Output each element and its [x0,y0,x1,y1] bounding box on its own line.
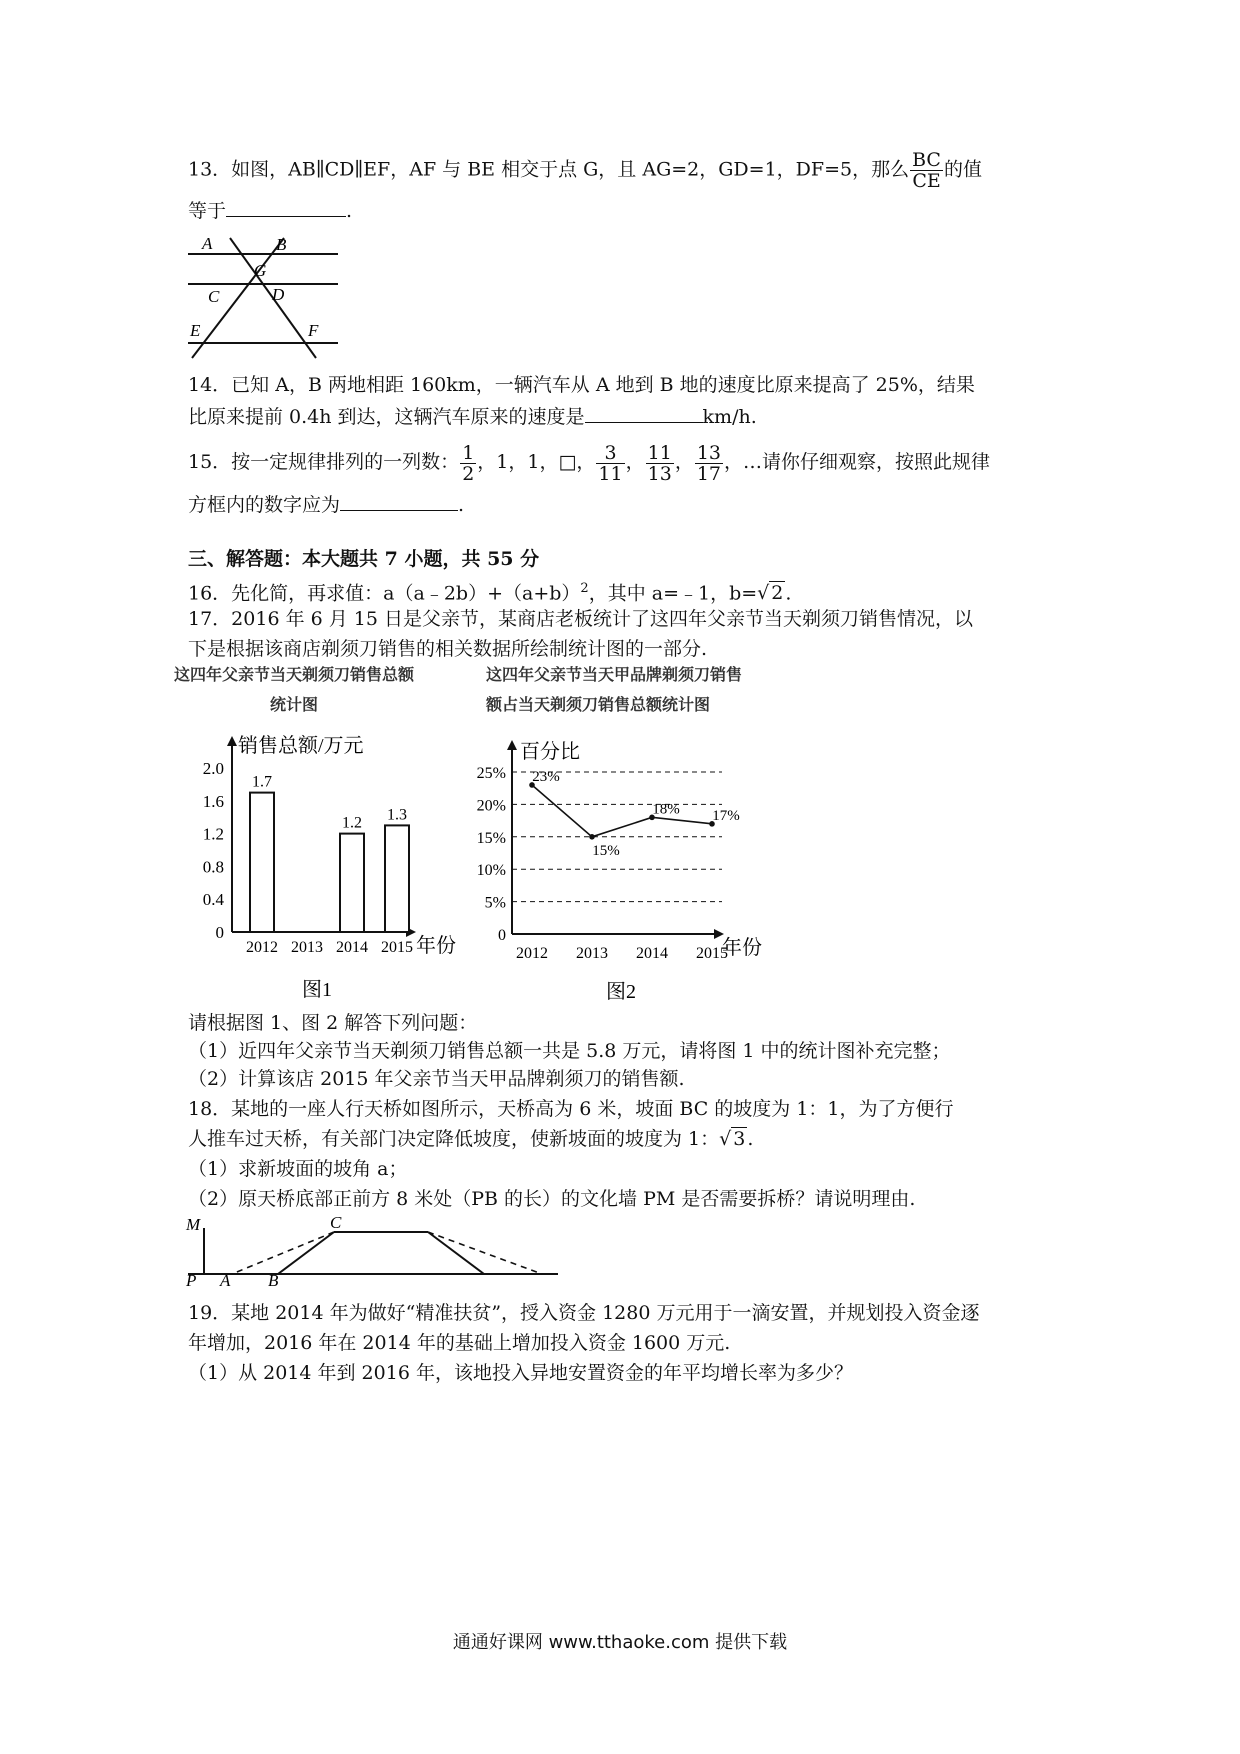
label-m: M [186,1215,201,1234]
chart2-xlabel: 年份 [722,937,762,959]
chart1-ytick-label: 0 [215,923,224,942]
q14-line1: 14．已知 A，B 两地相距 160km，一辆汽车从 A 地到 B 地的速度比原来提高了 25%，结果 [188,374,975,396]
sqrt-symbol: √ 2 [757,582,784,605]
label-p: P [186,1271,197,1290]
chart1-xtick-label: 2015 [381,939,413,956]
chart2-xtick-label: 2012 [516,945,548,962]
q15-line2: 方框内的数字应为 . [188,490,464,518]
chart1-bar [340,834,364,932]
q13-text: 13．如图，AB∥CD∥EF，AF 与 BE 相交于点 G，且 AG=2，GD=1，DF=5，那么 [188,158,910,181]
label-d: D [272,285,285,304]
label-a: A [220,1271,231,1290]
q17-sub1: （1）近四年父亲节当天剃须刀销售总额一共是 5.8 万元，请将图 1 中的统计图补充完整； [188,1040,951,1062]
q18-sub2: （2）原天桥底部正前方 8 米处（PB 的长）的文化墙 PM 是否需要拆桥？请说明理由. [188,1188,916,1210]
chart1-ylabel: 销售总额/万元 [238,735,364,757]
chart1-xtick-label: 2012 [246,939,278,956]
chart2-series-line [532,785,712,837]
chart1-ytick-label: 1.6 [202,791,224,811]
chart1-xtick-label: 2014 [336,939,368,956]
q15-answer-blank[interactable] [340,490,458,511]
chart2-point [589,834,595,840]
chart2-ytick-label: 15% [476,829,506,847]
q19-sub1: （1）从 2014 年到 2016 年，该地投入异地安置资金的年平均增长率为多少？ [188,1362,853,1384]
q15-frac-4: $\frac{13}{17}$ [696,441,722,485]
chart1-bar [385,825,409,932]
q13-line2: 等于 . [188,196,352,224]
q15-frac-1: $\frac{1}{2}$ [462,441,475,485]
q17-line2: 下是根据该商店剃须刀销售的相关数据所绘制统计图的一部分. [188,638,708,660]
chart2-xtick-label: 2013 [576,945,608,962]
chart2-data-label: 15% [592,842,620,859]
chart2-xtick-label: 2014 [636,945,668,962]
q15-frac-2: $\frac{3}{11}$ [598,441,623,485]
q18-sub1: （1）求新坡面的坡角 a； [188,1158,408,1180]
q19-line2: 年增加，2016 年在 2014 年的基础上增加投入资金 1600 万元. [188,1332,731,1354]
chart1-bar [250,793,274,932]
chart2-y-arrow [507,740,517,750]
chart1-xtick-label: 2013 [291,939,323,956]
chart2-ytick-label: 5% [484,894,506,912]
label-a: A [202,234,213,253]
q13-figure [188,236,358,366]
chart2-data-label: 17% [712,807,740,824]
chart2-title: 这四年父亲节当天甲品牌剃须刀销售 [486,667,743,684]
q15-line1: 15．按一定规律排列的一列数： $\frac{1}{2}$ ，1，1，□， $\frac{3}{11}$ ， $\frac{11}{13}$ ， $\frac{13}{17}$ ，…请你仔细观察，按照此规律 [188,441,991,485]
chart1-ytick-label: 2.0 [202,759,224,778]
q15-frac-3: $\frac{11}{13}$ [647,441,672,485]
chart1-data-label: 1.2 [342,814,362,832]
label-c: C [330,1213,342,1232]
chart2-caption: 图2 [606,981,636,1003]
footer: 通通好课网 www.tthaoke.com 提供下载 [452,1632,788,1653]
q17-sub2: （2）计算该店 2015 年父亲节当天甲品牌剃须刀的销售额. [188,1068,685,1090]
chart1-ytick-label: 0.8 [202,857,224,877]
q18-line2: 人推车过天桥，有关部门决定降低坡度，使新坡面的坡度为 1：√ 3 . [188,1128,754,1150]
chart1-caption: 图1 [302,979,332,1001]
line-chart-figure2 [476,658,772,1006]
label-c: C [208,287,220,306]
label-g: G [254,261,267,280]
label-b: B [268,1271,279,1290]
bar-chart-figure1 [170,658,470,1006]
q18-bridge-figure [186,1213,566,1290]
chart1-subtitle: 统计图 [270,697,319,714]
chart1-y-arrow [227,736,237,746]
chart1-ytick-label: 1.2 [202,824,224,844]
q13-fraction: $\frac{BC}{CE}$ [912,149,941,192]
chart1-title: 这四年父亲节当天剃须刀销售总额 [174,667,415,684]
chart2-subtitle: 额占当天剃须刀销售总额统计图 [486,697,711,714]
section-heading: 三、解答题：本大题共 7 小题，共 55 分 [188,548,540,570]
sqrt-symbol: √ 3 [719,1128,746,1150]
chart2-xtick-label: 2015 [696,945,728,962]
chart2-ytick-label: 25% [476,765,506,782]
q14-answer-blank[interactable] [585,402,703,423]
q16-line: 16．先化简，再求值：$a(a﹣2b)+(a+b)^2$，其中 a=﹣1，b=√ 2 . [188,581,792,605]
chart2-data-label: 18% [652,801,680,818]
label-f: F [308,321,319,340]
chart1-ytick-label: 0.4 [202,890,224,910]
q19-line1: 19．某地 2014 年为做好“精准扶贫”，授入资金 1280 万元用于一滴安置，并规划投入资金逐 [188,1302,980,1324]
chart2-ytick-label: 20% [476,797,506,815]
q17-after: 请根据图 1、图 2 解答下列问题： [188,1012,478,1034]
label-b: B [276,235,287,254]
chart1-xlabel: 年份 [416,935,456,957]
chart2-ytick-label: 0 [498,927,506,944]
label-e: E [190,321,201,340]
chart1-data-label: 1.3 [387,806,407,824]
q13-answer-blank[interactable] [226,196,346,217]
chart2-ylabel: 百分比 [520,741,580,763]
chart2-ytick-label: 10% [476,862,506,880]
q13-line1: 13．如图，AB∥CD∥EF，AF 与 BE 相交于点 G，且 AG=2，GD=1，DF=5，那么 $\frac{BC}{CE}$ 的值 [188,149,982,192]
chart2-data-label: 23% [532,768,560,785]
chart1-data-label: 1.7 [252,773,272,791]
q14-line2: 比原来提前 0.4h 到达，这辆汽车原来的速度是 km/h. [188,402,757,430]
q18-line1: 18．某地的一座人行天桥如图所示，天桥高为 6 米，坡面 BC 的坡度为 1：1，为了方便行 [188,1098,954,1120]
q17-line1: 17．2016 年 6 月 15 日是父亲节，某商店老板统计了这四年父亲节当天剃须刀销售情况，以 [188,608,973,630]
